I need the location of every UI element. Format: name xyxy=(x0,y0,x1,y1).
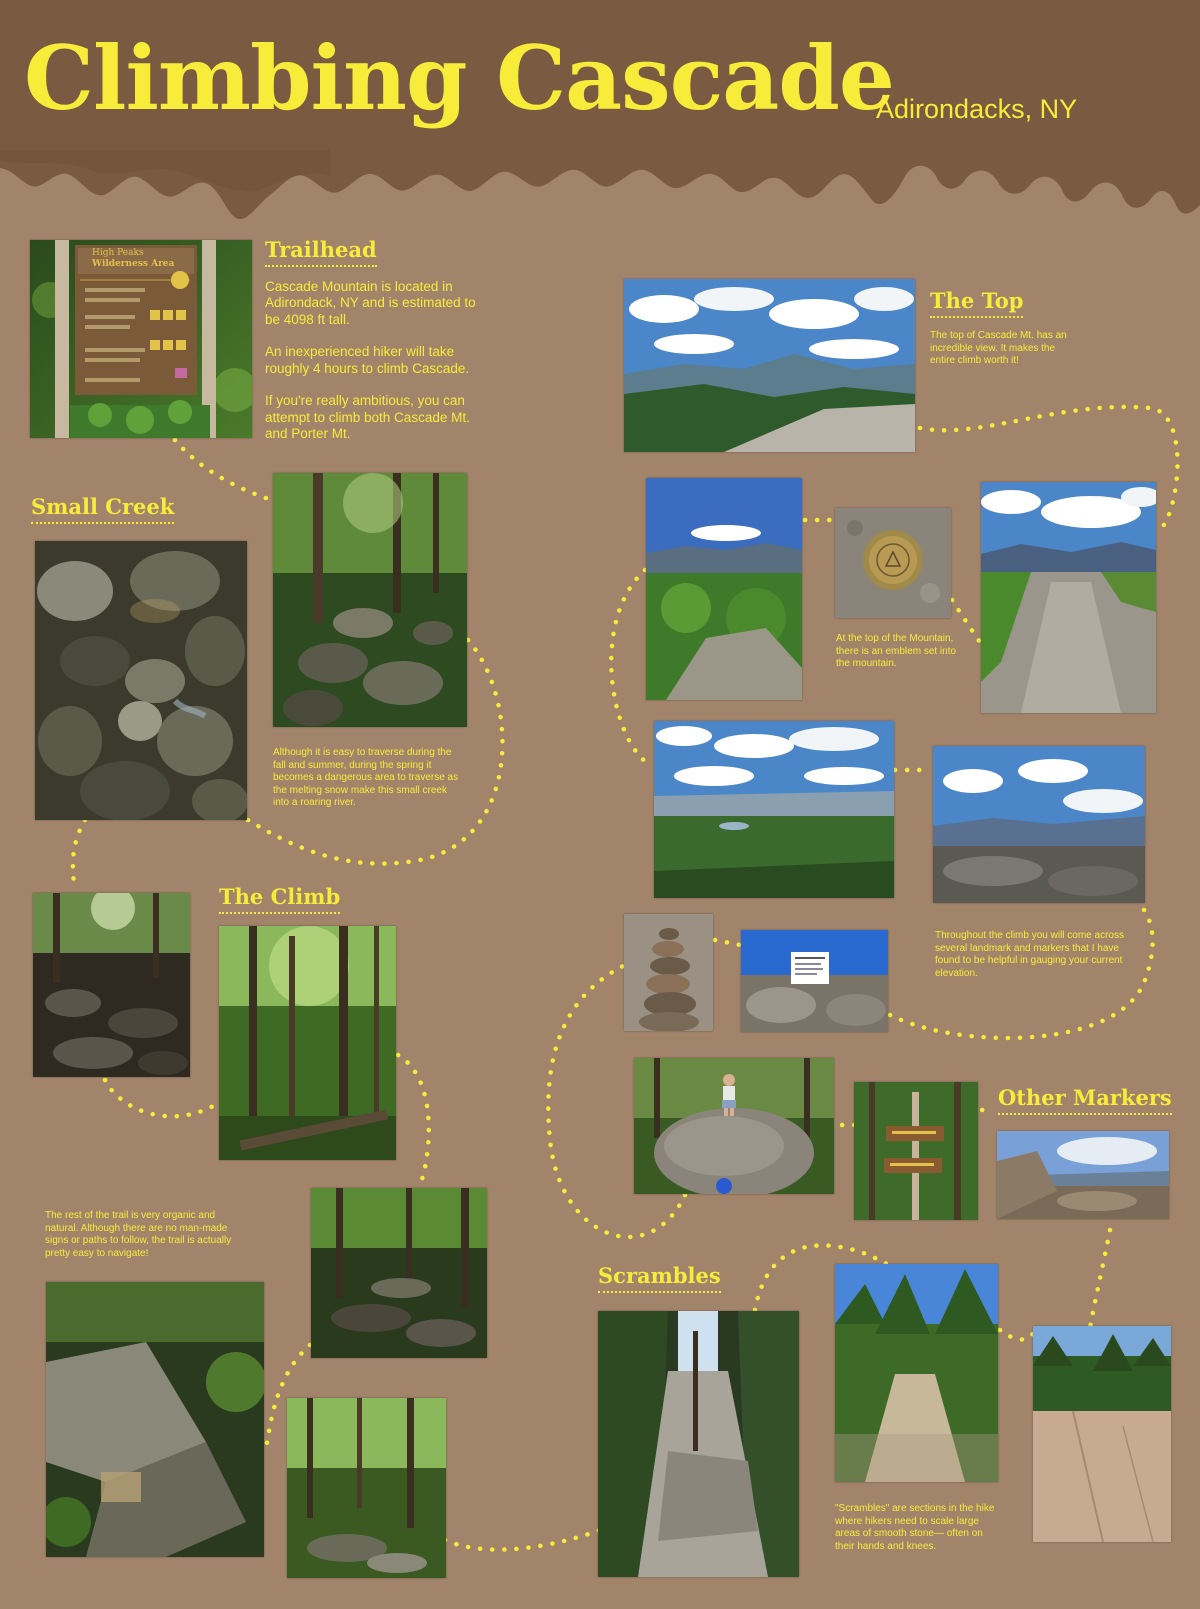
heading-the-climb: The Climb xyxy=(219,885,340,914)
climb-caption: The rest of the trail is very organic and natural. Although there are no man-made signs or paths to follow, the trail is actually pretty easy to navigate! xyxy=(45,1210,232,1259)
ridge-rocks-photo xyxy=(997,1131,1169,1219)
trailhead-description xyxy=(265,279,490,459)
scramble-slab-photo xyxy=(598,1311,799,1577)
creek-caption: Although it is easy to traverse during the fall and summer, during the spring it becomes a dangerous area to traverse as the melting snow make this small creek into a roaring river. xyxy=(273,747,459,808)
top-rock-ledge-photo xyxy=(933,746,1145,903)
wooden-signpost-photo xyxy=(854,1082,978,1220)
climb-forest-photo xyxy=(219,926,396,1160)
top-summit-rocks-photo xyxy=(646,478,802,700)
sign-text-line1: High Peaks xyxy=(92,248,144,258)
emblem-caption: At the top of the Mountain, there is an emblem set into the mountain. xyxy=(836,633,957,669)
trailhead-paragraph: An inexperienced hiker will take roughly 4 hours to climb Cascade. xyxy=(265,344,470,376)
top-summit-path-photo xyxy=(981,482,1156,713)
heading-scrambles: Scrambles xyxy=(598,1264,721,1293)
creek-trail-photo xyxy=(273,473,467,727)
boulder-hiker-photo xyxy=(634,1058,834,1194)
trailhead-paragraph: Cascade Mountain is located in Adirondack, NY and is estimated to be 4098 ft tall. xyxy=(265,279,476,327)
sign-text-line2: Wilderness Area xyxy=(92,259,175,269)
cairn-photo xyxy=(624,914,713,1031)
heading-other-markers: Other Markers xyxy=(998,1086,1172,1115)
climb-forest-floor-photo xyxy=(311,1188,487,1358)
scramble-path-photo xyxy=(835,1264,998,1482)
heading-the-top: The Top xyxy=(930,289,1023,318)
page-subtitle: Adirondacks, NY xyxy=(876,94,1078,124)
climb-rocks-moss-photo xyxy=(46,1282,264,1557)
climb-trail-stones-photo xyxy=(287,1398,446,1578)
scramble-rock-face-photo xyxy=(1033,1326,1171,1542)
creek-rocks-photo xyxy=(35,541,247,820)
summit-sign-photo xyxy=(741,930,888,1032)
markers-caption: Throughout the climb you will come across several landmark and markers that I have found to be helpful in gauging your current elevation. xyxy=(935,930,1124,979)
top-valley-view-photo xyxy=(654,721,894,898)
climb-rocky-trail-photo xyxy=(33,893,190,1077)
top-panorama-photo xyxy=(624,279,915,452)
heading-trailhead: Trailhead xyxy=(265,238,377,267)
page-title: Climbing Cascade xyxy=(24,26,894,130)
top-caption: The top of Cascade Mt. has an incredible view. It makes the entire climb worth it! xyxy=(930,330,1067,366)
emblem-photo xyxy=(835,508,951,618)
trailhead-paragraph: If you're really ambitious, you can attempt to climb both Cascade Mt. and Porter Mt. xyxy=(265,393,470,442)
heading-small-creek: Small Creek xyxy=(31,495,174,524)
scrambles-caption: "Scrambles" are sections in the hike where hikers need to scale large areas of smooth stone— often on their hands and knees. xyxy=(835,1503,995,1552)
trailhead-sign-photo xyxy=(30,240,252,438)
